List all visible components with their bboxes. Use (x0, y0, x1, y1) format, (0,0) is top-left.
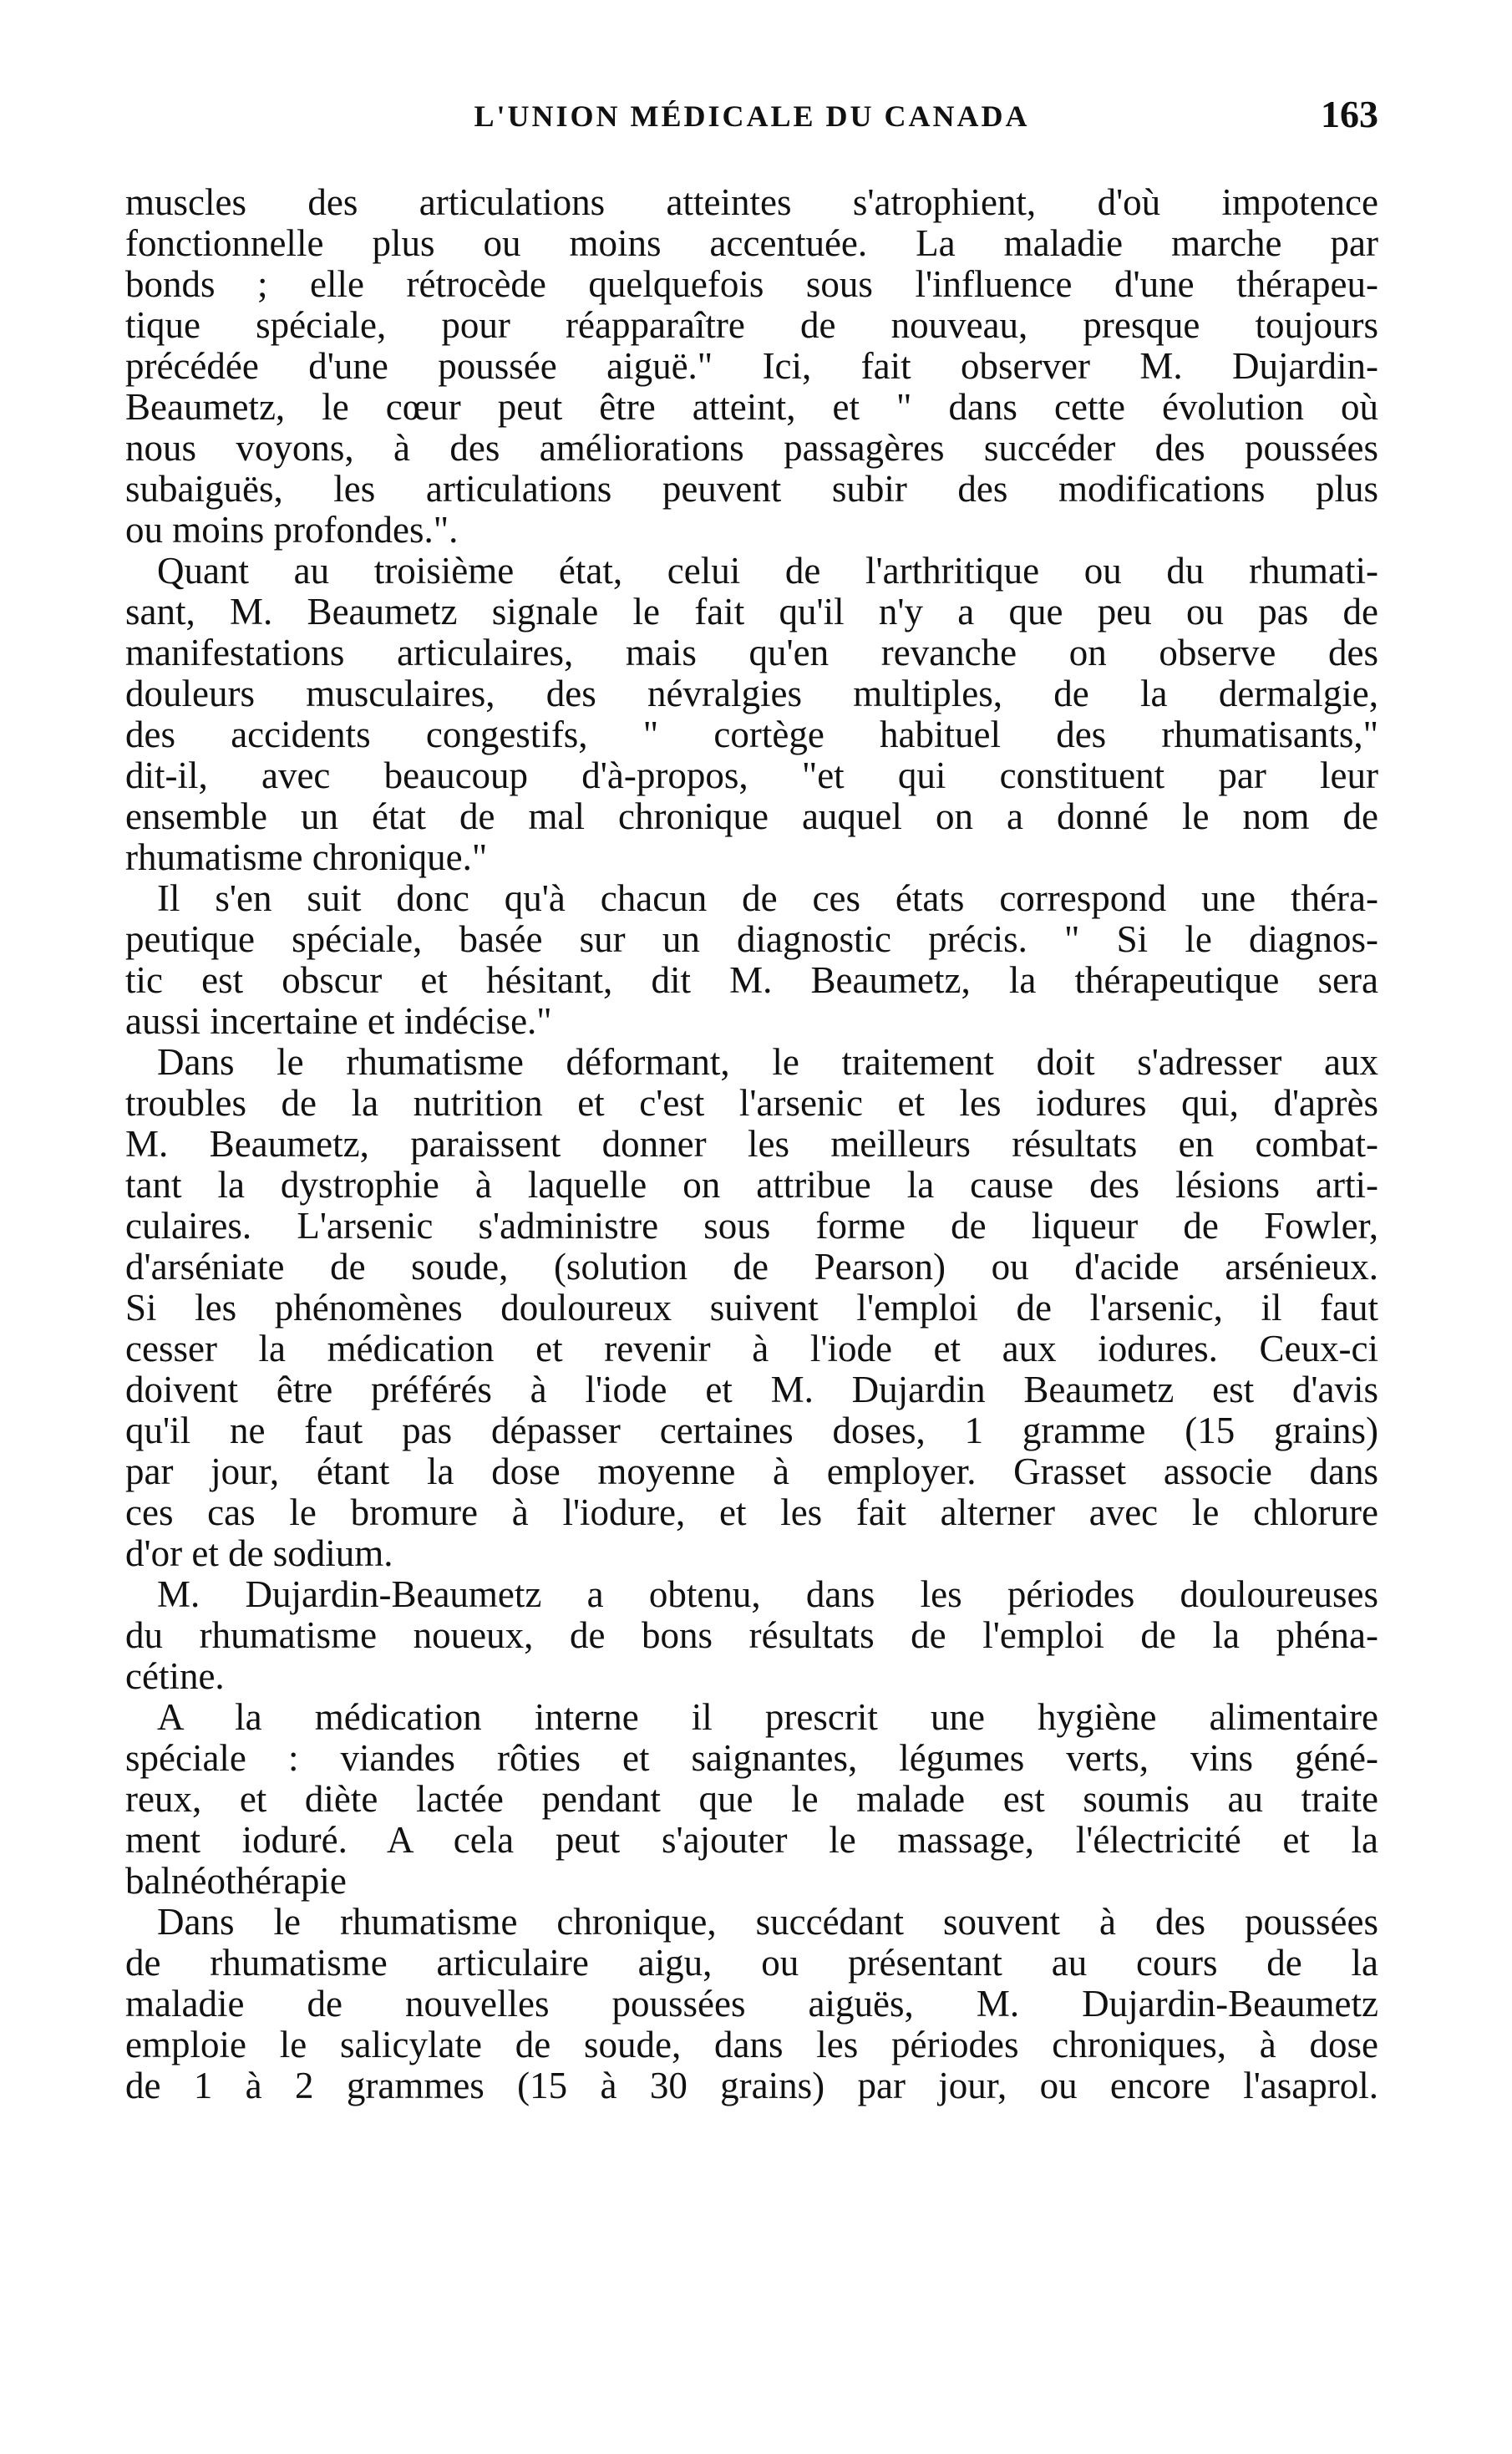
running-title: L'UNION MÉDICALE DU CANADA (474, 99, 1030, 133)
text-line: aussi incertaine et indécise." (125, 1001, 552, 1042)
text-line: tique spéciale, pour réapparaître de nouveau, presque toujours (125, 305, 1378, 346)
text-line: douleurs musculaires, des névralgies multiples, de la dermalgie, (125, 673, 1378, 714)
text-line: M. Beaumetz, paraissent donner les meilleurs résultats en combat- (125, 1124, 1378, 1165)
text-line: reux, et diète lactée pendant que le malade est soumis au traite (125, 1779, 1378, 1820)
text-line: subaiguës, les articulations peuvent subir des modifications plus (125, 469, 1378, 510)
text-line: Il s'en suit donc qu'à chacun de ces états correspond une théra- (157, 878, 1378, 919)
text-line: cesser la médication et revenir à l'iode et aux iodures. Ceux-ci (125, 1329, 1378, 1369)
text-line: de 1 à 2 grammes (15 à 30 grains) par jour, ou encore l'asaprol. (125, 2065, 1378, 2106)
text-line: tant la dystrophie à laquelle on attribue la cause des lésions arti- (125, 1165, 1378, 1206)
running-head (125, 90, 1378, 140)
text-line: ces cas le bromure à l'iodure, et les fait alterner avec le chlorure (125, 1492, 1378, 1533)
text-line: précédée d'une poussée aiguë." Ici, fait observer M. Dujardin- (125, 346, 1378, 387)
text-line: culaires. L'arsenic s'administre sous forme de liqueur de Fowler, (125, 1206, 1378, 1247)
text-line: peutique spéciale, basée sur un diagnostic précis. " Si le diagnos- (125, 919, 1378, 960)
text-line: manifestations articulaires, mais qu'en revanche on observe des (125, 633, 1378, 673)
text-line: nous voyons, à des améliorations passagères succéder des poussées (125, 428, 1378, 469)
text-line: balnéothérapie (125, 1861, 347, 1902)
text-line: du rhumatisme noueux, de bons résultats de l'emploi de la phéna- (125, 1615, 1378, 1656)
text-line: Dans le rhumatisme chronique, succédant souvent à des poussées (157, 1902, 1378, 1943)
text-line: sant, M. Beaumetz signale le fait qu'il n'y a que peu ou pas de (125, 592, 1378, 633)
text-line: M. Dujardin-Beaumetz a obtenu, dans les périodes douloureuses (157, 1574, 1378, 1615)
text-line: spéciale : viandes rôties et saignantes, légumes verts, vins géné- (125, 1738, 1378, 1779)
text-line: emploie le salicylate de soude, dans les périodes chroniques, à dose (125, 2025, 1378, 2065)
text-line: de rhumatisme articulaire aigu, ou présentant au cours de la (125, 1943, 1378, 1984)
page-number: 163 (1321, 93, 1378, 135)
text-line: Quant au troisième état, celui de l'arthritique ou du rhumati- (157, 551, 1378, 592)
text-line: qu'il ne faut pas dépasser certaines doses, 1 gramme (15 grains) (125, 1410, 1378, 1451)
text-line: des accidents congestifs, " cortège habituel des rhumatisants," (125, 714, 1378, 755)
text-line: d'or et de sodium. (125, 1533, 393, 1574)
text-line: ensemble un état de mal chronique auquel on a donné le nom de (125, 796, 1378, 837)
text-line: d'arséniate de soude, (solution de Pearson) ou d'acide arsénieux. (125, 1247, 1378, 1288)
text-line: doivent être préférés à l'iode et M. Dujardin Beaumetz est d'avis (125, 1369, 1378, 1410)
text-line: par jour, étant la dose moyenne à employer. Grasset associe dans (125, 1451, 1378, 1492)
text-line: A la médication interne il prescrit une hygiène alimentaire (157, 1697, 1378, 1738)
text-line: dit-il, avec beaucoup d'à-propos, "et qui constituent par leur (125, 755, 1378, 796)
text-line: maladie de nouvelles poussées aiguës, M. Dujardin-Beaumetz (125, 1984, 1378, 2025)
text-line: cétine. (125, 1656, 225, 1697)
text-line: tic est obscur et hésitant, dit M. Beaumetz, la thérapeutique sera (125, 960, 1378, 1001)
text-line: rhumatisme chronique." (125, 837, 488, 878)
text-line: ment ioduré. A cela peut s'ajouter le massage, l'électricité et la (125, 1820, 1378, 1861)
text-line: muscles des articulations atteintes s'atrophient, d'où impotence (125, 182, 1378, 223)
text-line: troubles de la nutrition et c'est l'arsenic et les iodures qui, d'après (125, 1083, 1378, 1124)
text-line: fonctionnelle plus ou moins accentuée. La maladie marche par (125, 223, 1378, 264)
text-line: ou moins profondes.". (125, 510, 459, 551)
text-line: bonds ; elle rétrocède quelquefois sous l'influence d'une thérapeu- (125, 264, 1378, 305)
text-line: Dans le rhumatisme déformant, le traitement doit s'adresser aux (157, 1042, 1378, 1083)
text-line: Si les phénomènes douloureux suivent l'emploi de l'arsenic, il faut (125, 1288, 1378, 1329)
text-line: Beaumetz, le cœur peut être atteint, et " dans cette évolution où (125, 387, 1378, 428)
body-text (125, 182, 1378, 2106)
